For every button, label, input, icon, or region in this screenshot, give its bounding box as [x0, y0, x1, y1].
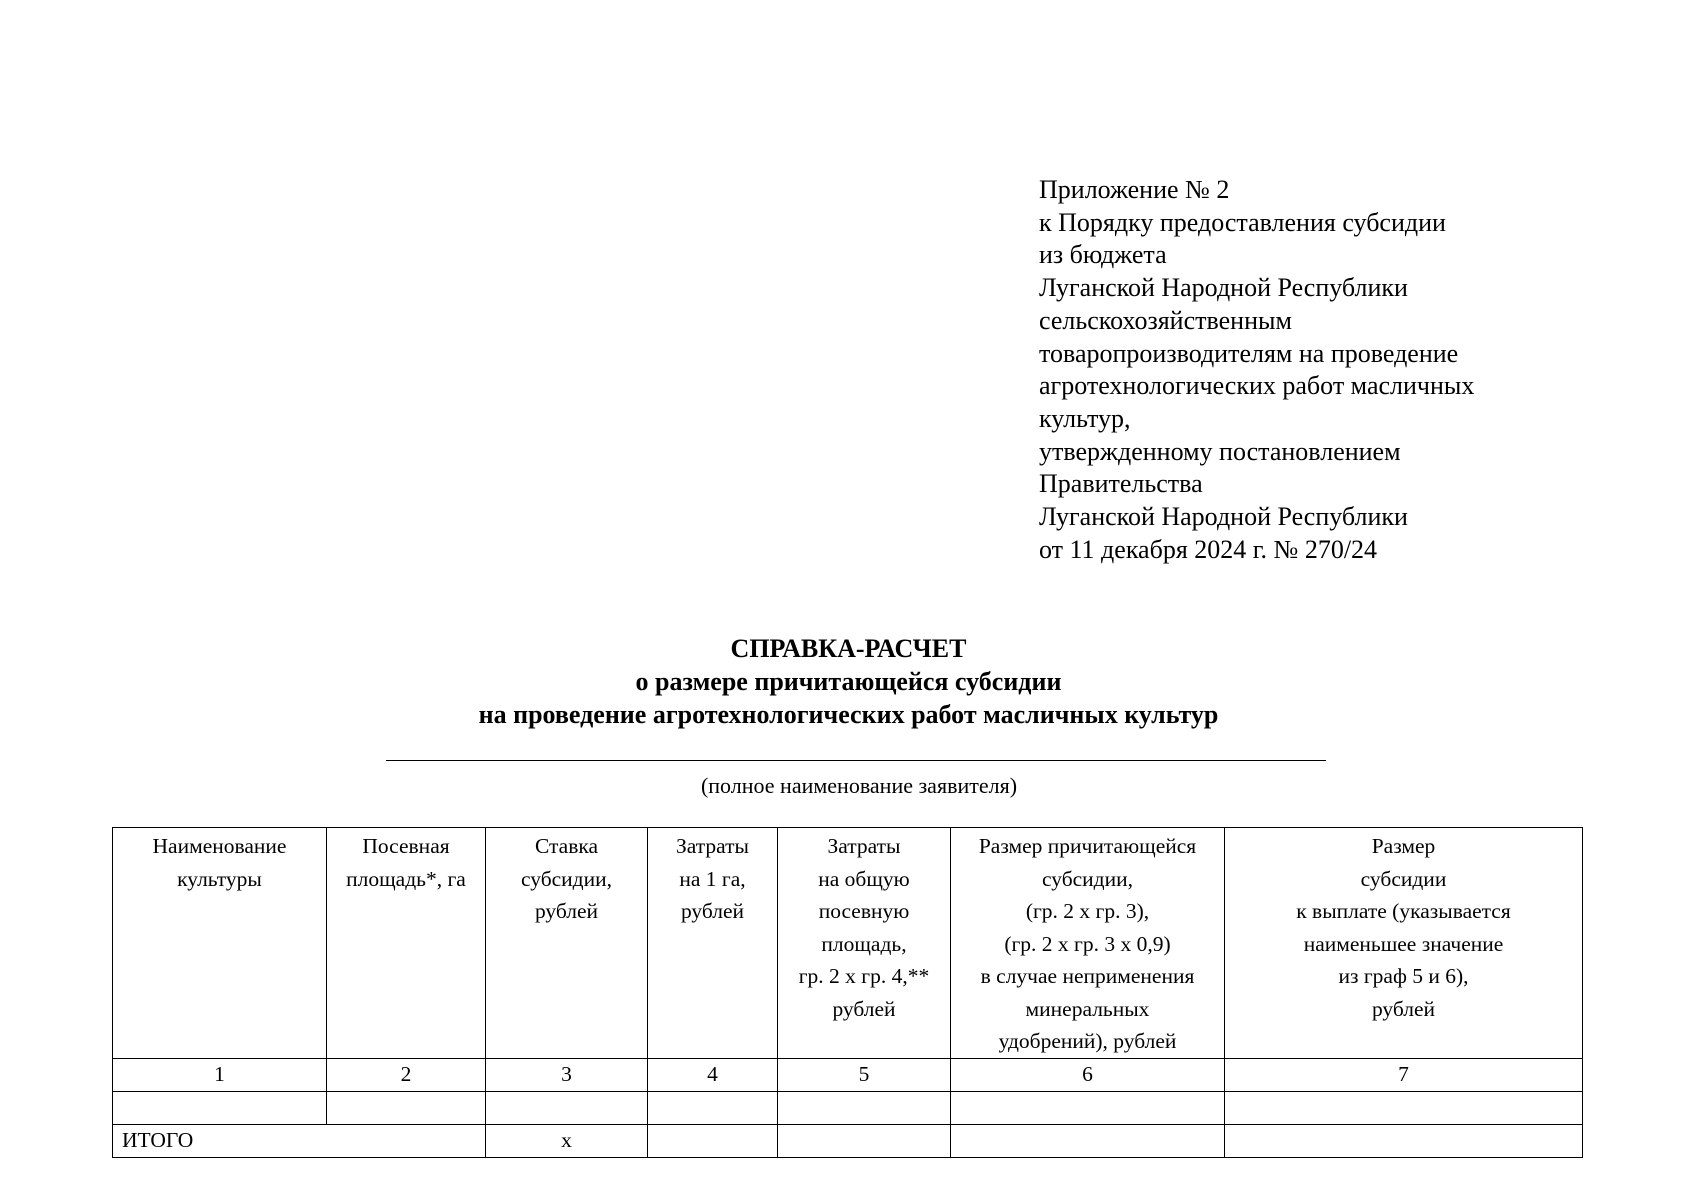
calculation-table: [112, 827, 1583, 1158]
table-header-row: [113, 828, 1583, 1059]
appendix-line: Луганской Народной Республики: [1039, 502, 1408, 532]
table-cell: [648, 1091, 778, 1124]
title-line-2: о размере причитающейся субсидии: [635, 667, 1062, 696]
total-row: [113, 1124, 1583, 1157]
column-number: 4: [648, 1058, 778, 1091]
column-number: 5: [778, 1058, 951, 1091]
column-number: 2: [327, 1058, 486, 1091]
column-number: 1: [113, 1058, 327, 1091]
table-cell: [1225, 1124, 1583, 1157]
total-rate-mark: x: [486, 1124, 648, 1157]
header-cell-sown-area: Посевная площадь*, га: [327, 828, 486, 1059]
appendix-line: Правительства: [1039, 469, 1203, 499]
applicant-name-line: [386, 760, 1326, 761]
document-title: [0, 632, 1697, 731]
header-cell-payable-subsidy: Размер субсидии к выплате (указывается наименьшее значение из граф 5 и 6), рублей: [1225, 828, 1583, 1059]
appendix-line: культур,: [1039, 403, 1131, 433]
header-cell-due-subsidy: Размер причитающейся субсидии, (гр. 2 x гр. 3), (гр. 2 x гр. 3 x 0,9) в случае неприменения минеральных удобрений), рублей: [951, 828, 1225, 1059]
appendix-line: Приложение № 2: [1039, 175, 1230, 204]
table-cell: [327, 1091, 486, 1124]
column-number: 3: [486, 1058, 648, 1091]
appendix-line: агротехнологических работ масличных: [1039, 371, 1475, 401]
table-cell: [1225, 1091, 1583, 1124]
table-cell: [951, 1124, 1225, 1157]
applicant-caption: (полное наименование заявителя): [700, 773, 1018, 798]
table-row: [113, 1091, 1583, 1124]
appendix-line: к Порядку предоставления субсидии: [1039, 207, 1446, 237]
appendix-block: [1039, 174, 1599, 566]
table-cell: [648, 1124, 778, 1157]
total-label: ИТОГО: [113, 1124, 486, 1157]
header-cell-subsidy-rate: Ставка субсидии, рублей: [486, 828, 648, 1059]
appendix-line: Луганской Народной Республики: [1039, 273, 1408, 303]
appendix-line: сельскохозяйственным: [1039, 305, 1292, 335]
table-cell: [113, 1091, 327, 1124]
column-number: 7: [1225, 1058, 1583, 1091]
header-cell-total-cost: Затраты на общую посевную площадь, гр. 2 x гр. 4,** рублей: [778, 828, 951, 1059]
appendix-line: из бюджета: [1039, 240, 1167, 270]
appendix-line: от 11 декабря 2024 г. № 270/24: [1039, 534, 1378, 564]
header-cell-crop-name: Наименование культуры: [113, 828, 327, 1059]
appendix-line: товаропроизводителям на проведение: [1039, 338, 1459, 368]
table-cell: [778, 1124, 951, 1157]
table-cell: [951, 1091, 1225, 1124]
header-cell-cost-per-ha: Затраты на 1 га, рублей: [648, 828, 778, 1059]
column-number-row: [113, 1058, 1583, 1091]
title-line-1: СПРАВКА-РАСЧЕТ: [730, 634, 967, 663]
table-cell: [486, 1091, 648, 1124]
table-cell: [778, 1091, 951, 1124]
title-line-3: на проведение агротехнологических работ масличных культур: [478, 700, 1219, 729]
column-number: 6: [951, 1058, 1225, 1091]
appendix-line: утвержденному постановлением: [1039, 436, 1401, 466]
